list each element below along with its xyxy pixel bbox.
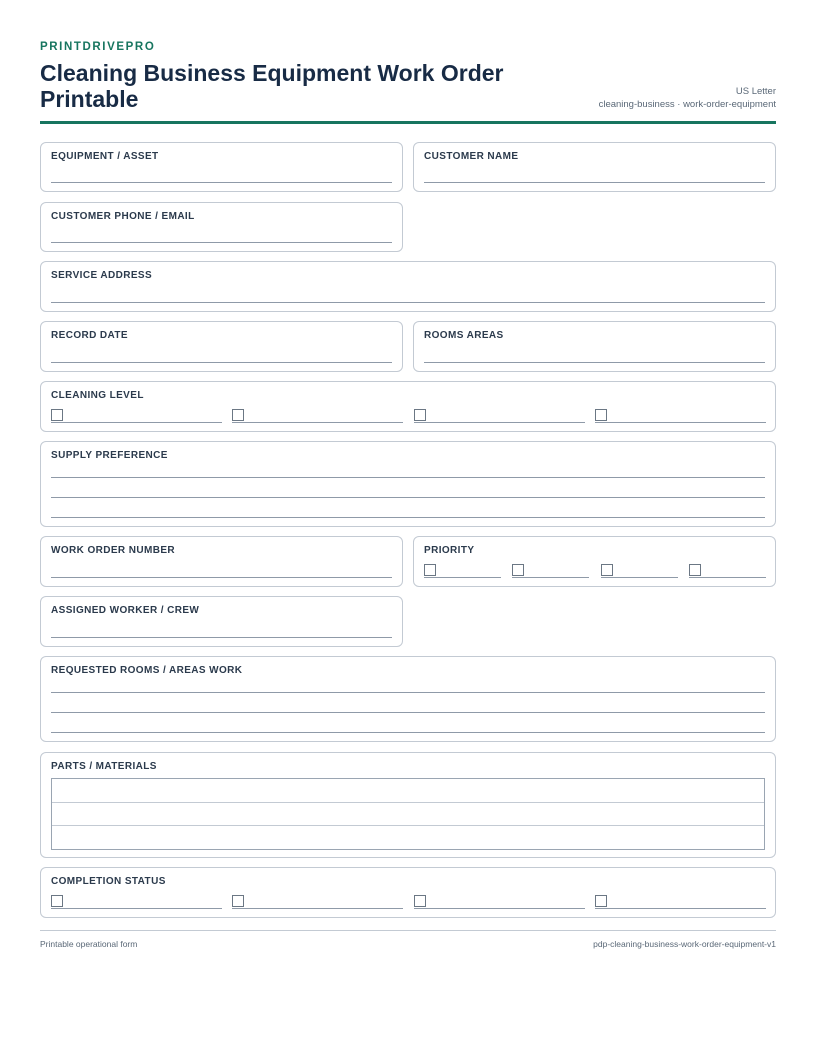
header-divider <box>40 121 776 124</box>
checkbox[interactable] <box>424 564 436 576</box>
footer-left-text: Printable operational form <box>40 939 138 949</box>
rooms-areas-input-line[interactable] <box>424 362 765 363</box>
checkbox[interactable] <box>51 409 63 421</box>
service-address-input-line[interactable] <box>51 302 765 303</box>
supply-preference-line-2[interactable] <box>51 497 765 498</box>
field-label: CUSTOMER PHONE / EMAIL <box>51 211 195 222</box>
field-label: PARTS / MATERIALS <box>51 761 157 772</box>
option-write-line <box>414 908 585 909</box>
cleaning-level-option-2[interactable] <box>232 409 403 423</box>
document-tags: cleaning-business · work-order-equipment <box>598 99 776 110</box>
priority-option-3[interactable] <box>601 564 678 578</box>
field-label: SERVICE ADDRESS <box>51 270 153 281</box>
checkbox[interactable] <box>595 409 607 421</box>
cleaning-level-option-3[interactable] <box>414 409 585 423</box>
equipment-asset-field <box>40 142 403 192</box>
requested-rooms-areas-work-field <box>40 656 776 742</box>
paper-size: US Letter <box>735 86 776 97</box>
record-date-input-line[interactable] <box>51 362 392 363</box>
work-order-number-input-line[interactable] <box>51 577 392 578</box>
option-write-line <box>689 577 766 578</box>
customer-phone-email-field <box>40 202 403 252</box>
rooms-areas-field <box>413 321 776 372</box>
customer-name-input-line[interactable] <box>424 182 765 183</box>
document-meta <box>599 85 776 111</box>
option-write-line <box>51 422 222 423</box>
option-write-line <box>51 908 222 909</box>
priority-option-1[interactable] <box>424 564 501 578</box>
completion-status-option-4[interactable] <box>595 895 766 909</box>
record-date-field <box>40 321 403 372</box>
assigned-worker-crew-field <box>40 596 403 647</box>
checkbox[interactable] <box>595 895 607 907</box>
checkbox[interactable] <box>512 564 524 576</box>
option-write-line <box>414 422 585 423</box>
cleaning-level-option-1[interactable] <box>51 409 222 423</box>
field-label: RECORD DATE <box>51 330 128 341</box>
checkbox[interactable] <box>51 895 63 907</box>
service-address-field <box>40 261 776 312</box>
field-label: SUPPLY PREFERENCE <box>51 450 168 461</box>
checkbox[interactable] <box>601 564 613 576</box>
priority-field <box>413 536 776 587</box>
footer-form-id: pdp-cleaning-business-work-order-equipment-v1 <box>593 939 776 949</box>
requested-work-line-2[interactable] <box>51 712 765 713</box>
equipment-asset-input-line[interactable] <box>51 182 392 183</box>
checkbox[interactable] <box>414 409 426 421</box>
page-title: Cleaning Business Equipment Work Order Printable <box>40 60 504 112</box>
option-write-line <box>232 422 403 423</box>
field-label: EQUIPMENT / ASSET <box>51 151 159 162</box>
field-label: ASSIGNED WORKER / CREW <box>51 605 200 616</box>
option-write-line <box>601 577 678 578</box>
checkbox[interactable] <box>414 895 426 907</box>
option-write-line <box>512 577 589 578</box>
work-order-number-field <box>40 536 403 587</box>
option-write-line <box>595 422 766 423</box>
completion-status-field <box>40 867 776 918</box>
completion-status-option-1[interactable] <box>51 895 222 909</box>
checkbox[interactable] <box>232 409 244 421</box>
cleaning-level-field <box>40 381 776 432</box>
completion-status-option-2[interactable] <box>232 895 403 909</box>
brand-name: PRINTDRIVEPRO <box>40 41 156 53</box>
table-row-divider <box>52 802 764 803</box>
table-row-divider <box>52 825 764 826</box>
parts-materials-field <box>40 752 776 858</box>
field-label: REQUESTED ROOMS / AREAS WORK <box>51 665 243 676</box>
option-write-line <box>232 908 403 909</box>
requested-work-line-1[interactable] <box>51 692 765 693</box>
cleaning-level-option-4[interactable] <box>595 409 766 423</box>
option-write-line <box>595 908 766 909</box>
checkbox[interactable] <box>232 895 244 907</box>
parts-materials-table[interactable] <box>51 778 765 850</box>
supply-preference-field <box>40 441 776 527</box>
priority-option-2[interactable] <box>512 564 589 578</box>
checkbox[interactable] <box>689 564 701 576</box>
field-label: ROOMS AREAS <box>424 330 504 341</box>
field-label: COMPLETION STATUS <box>51 876 166 887</box>
customer-phone-email-input-line[interactable] <box>51 242 392 243</box>
field-label: WORK ORDER NUMBER <box>51 545 176 556</box>
field-label: PRIORITY <box>424 545 475 556</box>
option-write-line <box>424 577 501 578</box>
field-label: CUSTOMER NAME <box>424 151 519 162</box>
priority-option-4[interactable] <box>689 564 766 578</box>
customer-name-field <box>413 142 776 192</box>
assigned-worker-crew-input-line[interactable] <box>51 637 392 638</box>
requested-work-line-3[interactable] <box>51 732 765 733</box>
completion-status-option-3[interactable] <box>414 895 585 909</box>
field-label: CLEANING LEVEL <box>51 390 144 401</box>
supply-preference-line-1[interactable] <box>51 477 765 478</box>
supply-preference-line-3[interactable] <box>51 517 765 518</box>
footer-divider <box>40 930 776 931</box>
